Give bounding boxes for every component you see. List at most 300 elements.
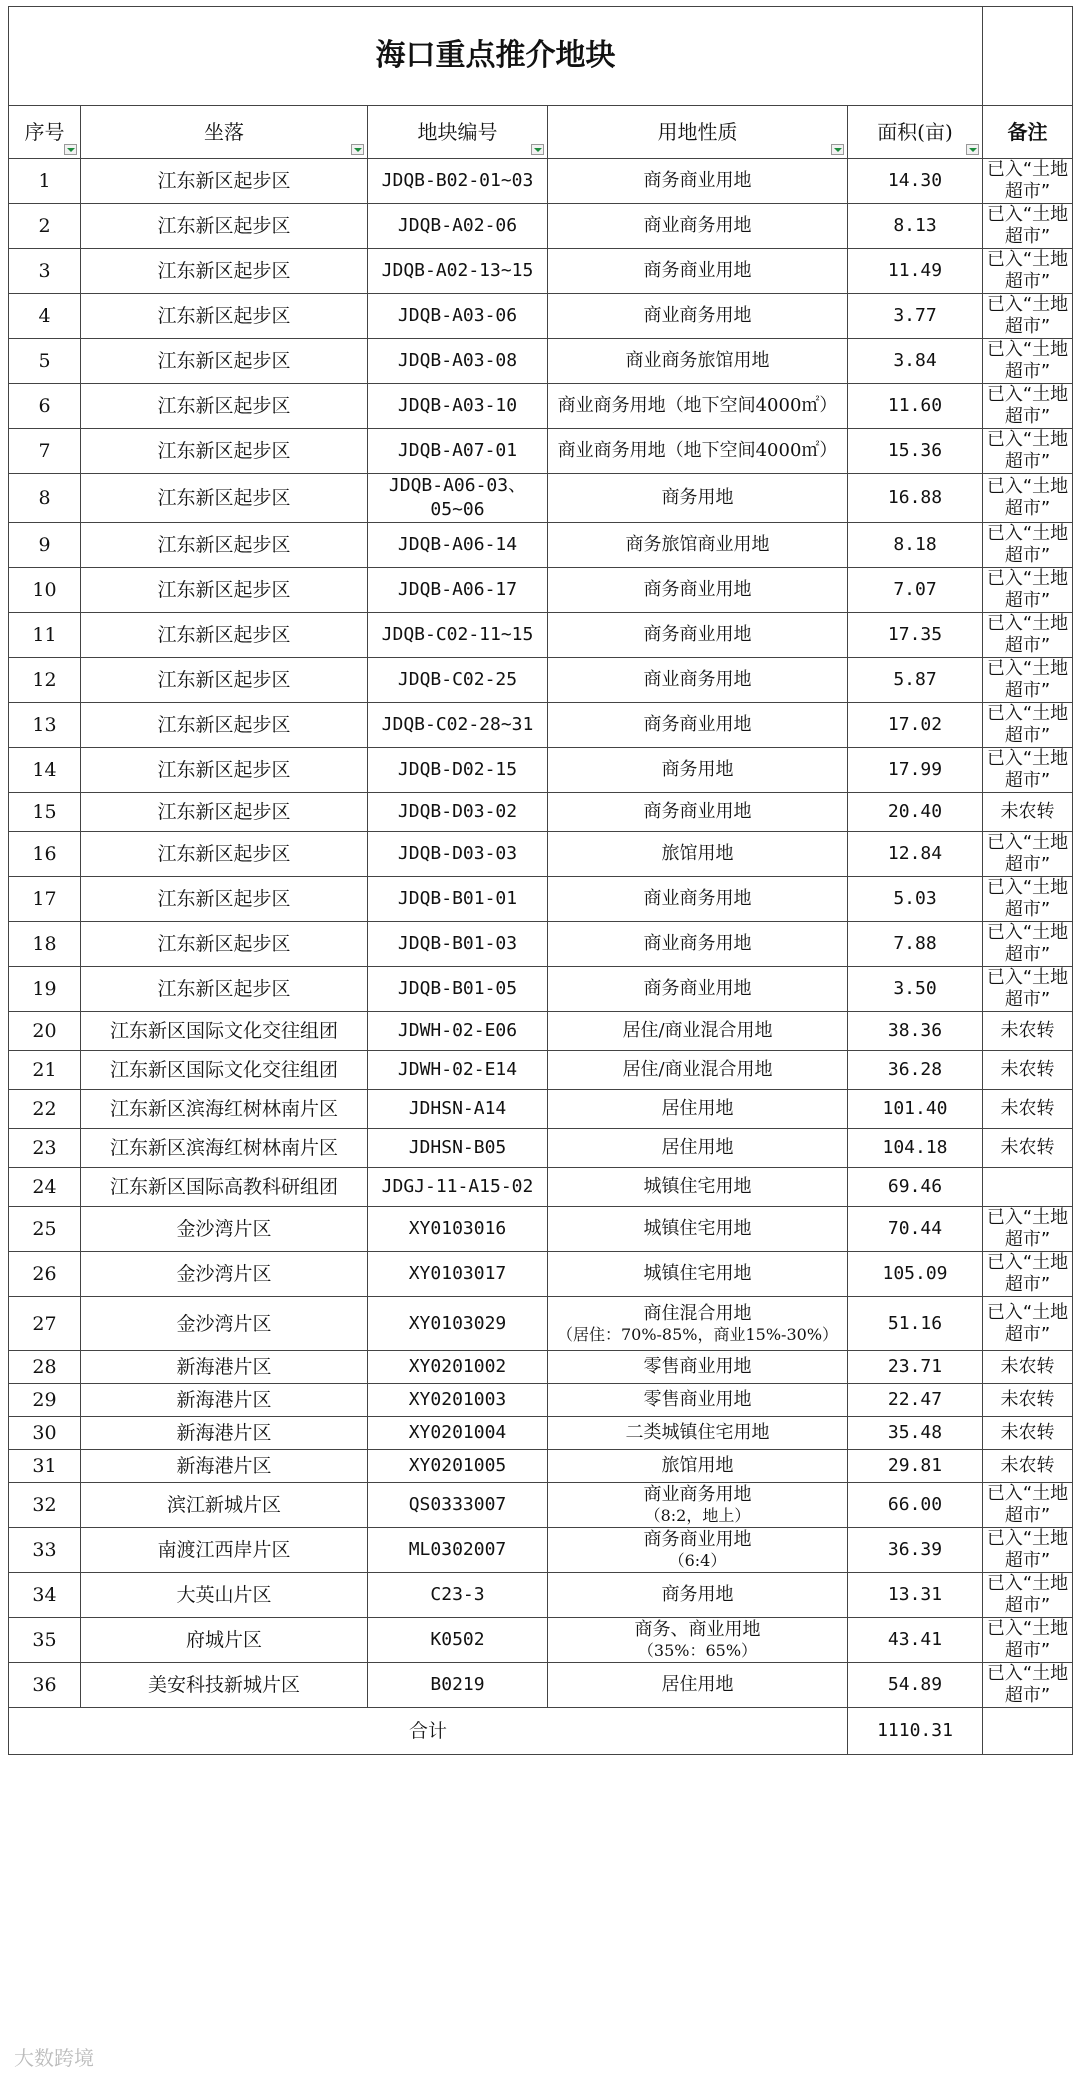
row-area: 22.47 [848,1384,983,1417]
row-parcel-code: XY0103016 [368,1207,548,1252]
row-note: 已入“土地超市” [983,703,1073,748]
row-area: 3.77 [848,294,983,339]
row-number: 36 [9,1663,81,1708]
row-area: 5.03 [848,877,983,922]
row-location: 新海港片区 [81,1351,368,1384]
table-row [9,339,1073,384]
row-location: 江东新区起步区 [81,967,368,1012]
land-use-text: 商业商务旅馆用地 [625,350,770,371]
table-row [9,1483,1073,1528]
table-row [9,474,1073,523]
row-area: 20.40 [848,793,983,832]
table-row [9,703,1073,748]
row-note: 已入“土地超市” [983,1297,1073,1351]
table-row [9,159,1073,204]
row-land-use [548,613,848,658]
land-use-text: 居住用地 [661,1674,734,1695]
row-note: 未农转 [983,1417,1073,1450]
row-land-use [548,1051,848,1090]
row-area: 43.41 [848,1618,983,1663]
row-land-use [548,967,848,1012]
row-area: 70.44 [848,1207,983,1252]
land-use-subtext: （35%：65%） [637,1641,758,1660]
row-land-use [548,877,848,922]
land-use-text: 商务商业用地 [643,801,752,822]
row-number: 12 [9,658,81,703]
row-area: 17.99 [848,748,983,793]
land-use-text: 商务旅馆商业用地 [625,534,770,555]
row-area: 15.36 [848,429,983,474]
header-use[interactable]: 用地性质 [548,106,848,159]
row-location: 江东新区起步区 [81,159,368,204]
row-number: 23 [9,1129,81,1168]
row-number: 31 [9,1450,81,1483]
header-row [9,106,1073,159]
table-row [9,877,1073,922]
row-note: 未农转 [983,1351,1073,1384]
row-parcel-code: JDQB-B01-03 [368,922,548,967]
watermark: 大数跨境 [14,2046,94,2070]
header-area[interactable]: 面积(亩) [848,106,983,159]
row-land-use [548,1573,848,1618]
row-parcel-code: B0219 [368,1663,548,1708]
row-land-use [548,703,848,748]
row-number: 6 [9,384,81,429]
land-use-text: 旅馆用地 [661,843,734,864]
land-use-text: 商务、商业用地 [634,1619,761,1640]
row-note: 已入“土地超市” [983,474,1073,523]
row-location: 大英山片区 [81,1573,368,1618]
row-location: 江东新区起步区 [81,877,368,922]
land-use-text: 商务商业用地 [643,978,752,999]
row-parcel-code: XY0103029 [368,1297,548,1351]
row-location: 江东新区起步区 [81,613,368,658]
row-land-use [548,249,848,294]
row-land-use [548,474,848,523]
row-parcel-code: K0502 [368,1618,548,1663]
row-number: 9 [9,523,81,568]
land-use-subtext: （8:2，地上） [644,1506,751,1525]
row-area: 8.13 [848,204,983,249]
land-use-text: 商务用地 [661,759,734,780]
row-number: 10 [9,568,81,613]
table-row [9,658,1073,703]
row-location: 江东新区滨海红树林南片区 [81,1129,368,1168]
row-number: 5 [9,339,81,384]
land-use-text: 商业商务用地 [643,215,752,236]
row-note: 已入“土地超市” [983,613,1073,658]
row-note: 已入“土地超市” [983,429,1073,474]
row-number: 8 [9,474,81,523]
row-land-use [548,922,848,967]
row-area: 11.49 [848,249,983,294]
table-row [9,1618,1073,1663]
row-land-use [548,429,848,474]
row-number: 33 [9,1528,81,1573]
row-parcel-code: JDQB-D02-15 [368,748,548,793]
row-area: 12.84 [848,832,983,877]
row-location: 江东新区起步区 [81,384,368,429]
row-parcel-code: JDQB-C02-11~15 [368,613,548,658]
table-row [9,429,1073,474]
row-number: 11 [9,613,81,658]
row-note: 已入“土地超市” [983,339,1073,384]
land-use-text: 商务商业用地 [643,714,752,735]
row-number: 2 [9,204,81,249]
row-note: 已入“土地超市” [983,748,1073,793]
table-row [9,1351,1073,1384]
row-number: 26 [9,1252,81,1297]
row-land-use [548,1663,848,1708]
row-land-use [548,832,848,877]
row-land-use [548,1618,848,1663]
row-location: 江东新区起步区 [81,523,368,568]
row-note: 已入“土地超市” [983,249,1073,294]
land-use-text: 商务商业用地 [643,624,752,645]
land-use-text: 居住用地 [661,1098,734,1119]
row-number: 1 [9,159,81,204]
table-row [9,922,1073,967]
row-parcel-code: JDGJ-11-A15-02 [368,1168,548,1207]
row-parcel-code: JDQB-D03-02 [368,793,548,832]
row-location: 江东新区国际高教科研组团 [81,1168,368,1207]
land-use-text: 城镇住宅用地 [643,1176,752,1197]
row-area: 38.36 [848,1012,983,1051]
row-number: 28 [9,1351,81,1384]
row-note: 已入“土地超市” [983,294,1073,339]
table-row [9,613,1073,658]
row-area: 51.16 [848,1297,983,1351]
row-land-use [548,1351,848,1384]
row-location: 江东新区起步区 [81,748,368,793]
row-location: 新海港片区 [81,1417,368,1450]
table-row [9,1168,1073,1207]
land-use-text: 二类城镇住宅用地 [625,1422,770,1443]
row-parcel-code: JDQB-C02-28~31 [368,703,548,748]
row-land-use [548,1384,848,1417]
table-row [9,1450,1073,1483]
land-use-subtext: （6:4） [668,1551,727,1570]
row-land-use [548,1129,848,1168]
row-note: 已入“土地超市” [983,1252,1073,1297]
table-row [9,1090,1073,1129]
total-label: 合计 [9,1708,848,1755]
land-use-text: 居住/商业混合用地 [622,1059,773,1080]
land-use-text: 商业商务用地（地下空间4000㎡） [557,395,838,416]
row-number: 22 [9,1090,81,1129]
table-row [9,1663,1073,1708]
row-land-use [548,159,848,204]
land-use-text: 商住混合用地 [643,1302,752,1324]
row-number: 27 [9,1297,81,1351]
row-parcel-code: JDQB-B01-05 [368,967,548,1012]
row-number: 25 [9,1207,81,1252]
table-row [9,523,1073,568]
row-parcel-code: JDQB-B01-01 [368,877,548,922]
row-location: 美安科技新城片区 [81,1663,368,1708]
row-parcel-code: JDQB-D03-03 [368,832,548,877]
row-location: 江东新区国际文化交往组团 [81,1051,368,1090]
row-number: 13 [9,703,81,748]
row-area: 105.09 [848,1252,983,1297]
row-note: 已入“土地超市” [983,967,1073,1012]
row-number: 4 [9,294,81,339]
row-area: 7.88 [848,922,983,967]
row-parcel-code: JDWH-02-E06 [368,1012,548,1051]
land-use-text: 商业商务用地 [643,888,752,909]
row-parcel-code: JDQB-A02-06 [368,204,548,249]
row-number: 29 [9,1384,81,1417]
land-use-text: 居住/商业混合用地 [622,1020,773,1041]
table-row [9,204,1073,249]
land-use-text: 城镇住宅用地 [643,1263,752,1284]
row-location: 新海港片区 [81,1450,368,1483]
row-area: 8.18 [848,523,983,568]
table-row [9,294,1073,339]
row-number: 32 [9,1483,81,1528]
row-note: 未农转 [983,1051,1073,1090]
row-area: 16.88 [848,474,983,523]
land-use-text: 商业商务用地 [643,305,752,326]
title-row [9,7,1073,106]
row-location: 江东新区国际文化交往组团 [81,1012,368,1051]
row-note: 已入“土地超市” [983,658,1073,703]
row-land-use [548,1168,848,1207]
row-parcel-code: ML0302007 [368,1528,548,1573]
row-parcel-code: JDQB-A07-01 [368,429,548,474]
header-no[interactable]: 序号 [9,106,81,159]
row-land-use [548,339,848,384]
land-use-text: 商务商业用地 [643,1529,752,1550]
header-note: 备注 [983,106,1073,159]
row-area: 7.07 [848,568,983,613]
row-location: 金沙湾片区 [81,1252,368,1297]
row-area: 11.60 [848,384,983,429]
row-number: 20 [9,1012,81,1051]
row-location: 南渡江西岸片区 [81,1528,368,1573]
table-row [9,748,1073,793]
total-area: 1110.31 [848,1708,983,1755]
land-use-text: 居住用地 [661,1137,734,1158]
table-row [9,1252,1073,1297]
row-note: 已入“土地超市” [983,523,1073,568]
filter-dropdown-icon[interactable] [831,144,844,155]
row-land-use [548,658,848,703]
row-location: 金沙湾片区 [81,1297,368,1351]
row-location: 江东新区起步区 [81,922,368,967]
filter-dropdown-icon[interactable] [531,144,544,155]
row-location: 江东新区起步区 [81,793,368,832]
row-area: 3.84 [848,339,983,384]
land-use-text: 商务用地 [661,487,734,508]
header-code[interactable]: 地块编号 [368,106,548,159]
row-number: 30 [9,1417,81,1450]
row-parcel-code: XY0201003 [368,1384,548,1417]
row-parcel-code: JDQB-A06-17 [368,568,548,613]
land-use-text: 商务用地 [661,1584,734,1605]
row-land-use [548,793,848,832]
row-parcel-code: JDQB-B02-01~03 [368,159,548,204]
row-parcel-code: XY0201002 [368,1351,548,1384]
row-area: 66.00 [848,1483,983,1528]
row-parcel-code: JDWH-02-E14 [368,1051,548,1090]
row-parcel-code: XY0201004 [368,1417,548,1450]
row-number: 3 [9,249,81,294]
land-use-text: 商务商业用地 [643,260,752,281]
filter-dropdown-icon[interactable] [966,144,979,155]
row-location: 江东新区起步区 [81,249,368,294]
table-row [9,384,1073,429]
row-area: 17.02 [848,703,983,748]
table-row [9,1012,1073,1051]
row-location: 江东新区起步区 [81,429,368,474]
row-land-use [548,1012,848,1051]
land-use-text: 商业商务用地 [643,669,752,690]
row-area: 36.28 [848,1051,983,1090]
row-location: 府城片区 [81,1618,368,1663]
row-note: 已入“土地超市” [983,1618,1073,1663]
row-number: 19 [9,967,81,1012]
row-parcel-code: JDQB-A06-03、05~06 [368,474,548,523]
row-parcel-code: JDQB-A03-08 [368,339,548,384]
row-area: 36.39 [848,1528,983,1573]
row-note: 未农转 [983,1450,1073,1483]
row-location: 金沙湾片区 [81,1207,368,1252]
row-parcel-code: XY0103017 [368,1252,548,1297]
row-number: 34 [9,1573,81,1618]
row-number: 24 [9,1168,81,1207]
row-note: 已入“土地超市” [983,877,1073,922]
row-note: 已入“土地超市” [983,1573,1073,1618]
row-land-use [548,1450,848,1483]
row-note: 已入“土地超市” [983,832,1073,877]
row-land-use [548,568,848,613]
table-row [9,832,1073,877]
row-area: 69.46 [848,1168,983,1207]
row-note: 已入“土地超市” [983,384,1073,429]
table-title: 海口重点推介地块 [9,7,983,106]
row-location: 江东新区起步区 [81,204,368,249]
land-table [8,6,1073,1755]
row-note: 已入“土地超市” [983,568,1073,613]
row-note: 已入“土地超市” [983,1207,1073,1252]
row-note: 未农转 [983,1129,1073,1168]
table-row [9,1129,1073,1168]
table-row [9,967,1073,1012]
row-area: 14.30 [848,159,983,204]
row-parcel-code: JDQB-A03-06 [368,294,548,339]
table-row [9,1207,1073,1252]
row-area: 3.50 [848,967,983,1012]
row-area: 104.18 [848,1129,983,1168]
row-note [983,1168,1073,1207]
row-parcel-code: JDQB-A02-13~15 [368,249,548,294]
table-row [9,249,1073,294]
table-row [9,1297,1073,1351]
table-row [9,1528,1073,1573]
land-use-text: 零售商业用地 [643,1356,752,1377]
row-area: 54.89 [848,1663,983,1708]
row-note: 未农转 [983,1090,1073,1129]
land-use-text: 商业商务用地（地下空间4000㎡） [557,440,838,461]
land-use-text: 商务商业用地 [643,579,752,600]
row-parcel-code: JDQB-A06-14 [368,523,548,568]
row-number: 21 [9,1051,81,1090]
row-number: 18 [9,922,81,967]
row-land-use [548,384,848,429]
total-note-blank [983,1708,1073,1755]
table-row [9,1051,1073,1090]
row-number: 16 [9,832,81,877]
row-land-use [548,1297,848,1351]
row-land-use [548,748,848,793]
row-location: 江东新区起步区 [81,658,368,703]
table-row [9,793,1073,832]
row-note: 已入“土地超市” [983,1528,1073,1573]
row-parcel-code: JDHSN-B05 [368,1129,548,1168]
row-location: 江东新区起步区 [81,339,368,384]
row-area: 23.71 [848,1351,983,1384]
row-land-use [548,204,848,249]
row-note: 未农转 [983,1384,1073,1417]
land-use-text: 零售商业用地 [643,1389,752,1410]
row-number: 35 [9,1618,81,1663]
row-note: 已入“土地超市” [983,1663,1073,1708]
row-land-use [548,523,848,568]
filter-dropdown-icon[interactable] [64,144,77,155]
land-use-text: 商务商业用地 [643,170,752,191]
row-location: 江东新区滨海红树林南片区 [81,1090,368,1129]
row-parcel-code: JDQB-C02-25 [368,658,548,703]
land-use-text: 旅馆用地 [661,1455,734,1476]
row-note: 未农转 [983,1012,1073,1051]
land-use-subtext: （居住：70%-85%，商业15%-30%） [556,1324,839,1344]
row-area: 29.81 [848,1450,983,1483]
table-row [9,568,1073,613]
row-land-use [548,1417,848,1450]
row-area: 17.35 [848,613,983,658]
title-blank-cell [983,7,1073,106]
row-parcel-code: C23-3 [368,1573,548,1618]
row-parcel-code: QS0333007 [368,1483,548,1528]
row-location: 江东新区起步区 [81,474,368,523]
filter-dropdown-icon[interactable] [351,144,364,155]
row-location: 新海港片区 [81,1384,368,1417]
row-parcel-code: JDHSN-A14 [368,1090,548,1129]
header-location[interactable]: 坐落 [81,106,368,159]
row-land-use [548,1483,848,1528]
row-area: 101.40 [848,1090,983,1129]
row-land-use [548,1207,848,1252]
row-number: 14 [9,748,81,793]
row-location: 江东新区起步区 [81,832,368,877]
table-row [9,1384,1073,1417]
row-note: 未农转 [983,793,1073,832]
row-land-use [548,1528,848,1573]
row-location: 江东新区起步区 [81,568,368,613]
row-number: 17 [9,877,81,922]
row-note: 已入“土地超市” [983,1483,1073,1528]
row-land-use [548,1090,848,1129]
row-location: 江东新区起步区 [81,294,368,339]
row-number: 15 [9,793,81,832]
row-number: 7 [9,429,81,474]
row-note: 已入“土地超市” [983,204,1073,249]
row-parcel-code: XY0201005 [368,1450,548,1483]
table-row [9,1417,1073,1450]
row-area: 35.48 [848,1417,983,1450]
row-note: 已入“土地超市” [983,159,1073,204]
